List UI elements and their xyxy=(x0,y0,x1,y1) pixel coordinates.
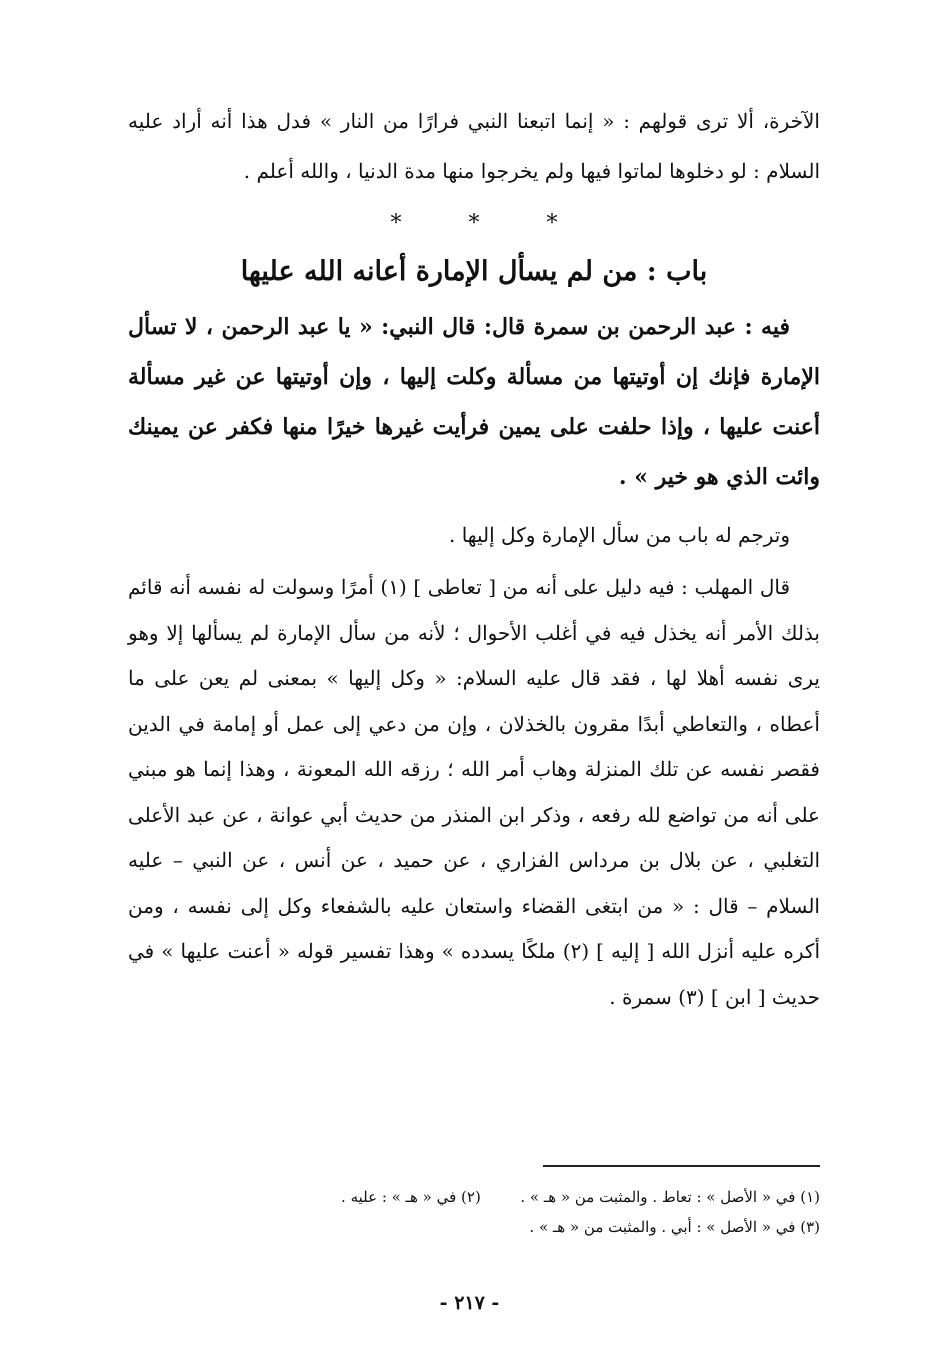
hadith-paragraph: فيه : عبد الرحمن بن سمرة قال: قال النبي: « يا عبد الرحمن ، لا تسأل الإمارة فإنك إن أوتيتها من مسألة وكلت إليها ، وإن أوتيتها عن غير مسألة أعنت عليها ، وإذا حلفت على يمين فرأيت غيرها خيرًا منها فكفر عن يمينك وائت الذي هو خير » . xyxy=(128,314,820,490)
page-number: - ٢١٧ - xyxy=(439,1292,500,1314)
commentary-paragraph: قال المهلب : فيه دليل على أنه من [ تعاطى ] (١) أمرًا وسولت له نفسه أنه قائم بذلك الأمر أنه يخذل فيه في أغلب الأحوال ؛ لأنه من سأل الإمارة لم يسألها إلا وهو يرى نفسه أهلا لها ، فقد قال عليه السلام: « وكل إليها » بمعنى لم يعن على ما أعطاه ، والتعاطي أبدًا مقرون بالخذلان ، وإن من دعي إلى عمل أو إمامة في الدين فقصر نفسه عن تلك المنزلة وهاب أمر الله ؛ رزقه الله المعونة ، وهذا إنما هو مبني على أنه من تواضع لله رفعه ، وذكر ابن المنذر من حديث أبي عوانة ، عن عبد الأعلى التغلبي ، عن بلال بن مرداس الفزاري ، عن حميد ، عن أنس ، عن النبي – عليه السلام – قال : « من ابتغى القضاء واستعان عليه بالشفعاء وكل إلى نفسه ، ومن أكره عليه أنزل الله [ إليه ] (٢) ملكًا يسدده » وهذا تفسير قوله « أعنت عليها » في حديث [ ابن ] (٣) سمرة . xyxy=(128,575,821,1009)
footnote-line xyxy=(128,1212,820,1242)
main-text-block xyxy=(128,96,820,1020)
footnote-line xyxy=(128,1182,820,1212)
translation-note: وترجم له باب من سأل الإمارة وكل إليها . xyxy=(448,523,790,547)
footnote-1: (١) في « الأصل » : تعاط . والمثبت من « هـ » . xyxy=(520,1188,820,1206)
separator-star: * xyxy=(546,211,558,236)
intro-paragraph: الآخرة، ألا ترى قولهم : « إنما اتبعنا النبي فرارًا من النار » فدل هذا أنه أراد عليه السلام : لو دخلوها لماتوا فيها ولم يخرجوا منها مدة الدنيا ، والله أعلم . xyxy=(128,109,820,183)
footnote-3: (٣) في « الأصل » : أبي . والمثبت من « هـ » . xyxy=(529,1218,820,1236)
separator-star: * xyxy=(468,211,480,236)
separator-star: * xyxy=(390,211,402,236)
section-separator xyxy=(128,204,820,244)
footnote-2: (٢) في « هـ » : عليه . xyxy=(341,1188,481,1206)
footnote-divider xyxy=(543,1165,820,1167)
chapter-heading: باب : من لم يسأل الإمارة أعانه الله عليها xyxy=(240,256,708,287)
footnotes xyxy=(128,1182,820,1242)
